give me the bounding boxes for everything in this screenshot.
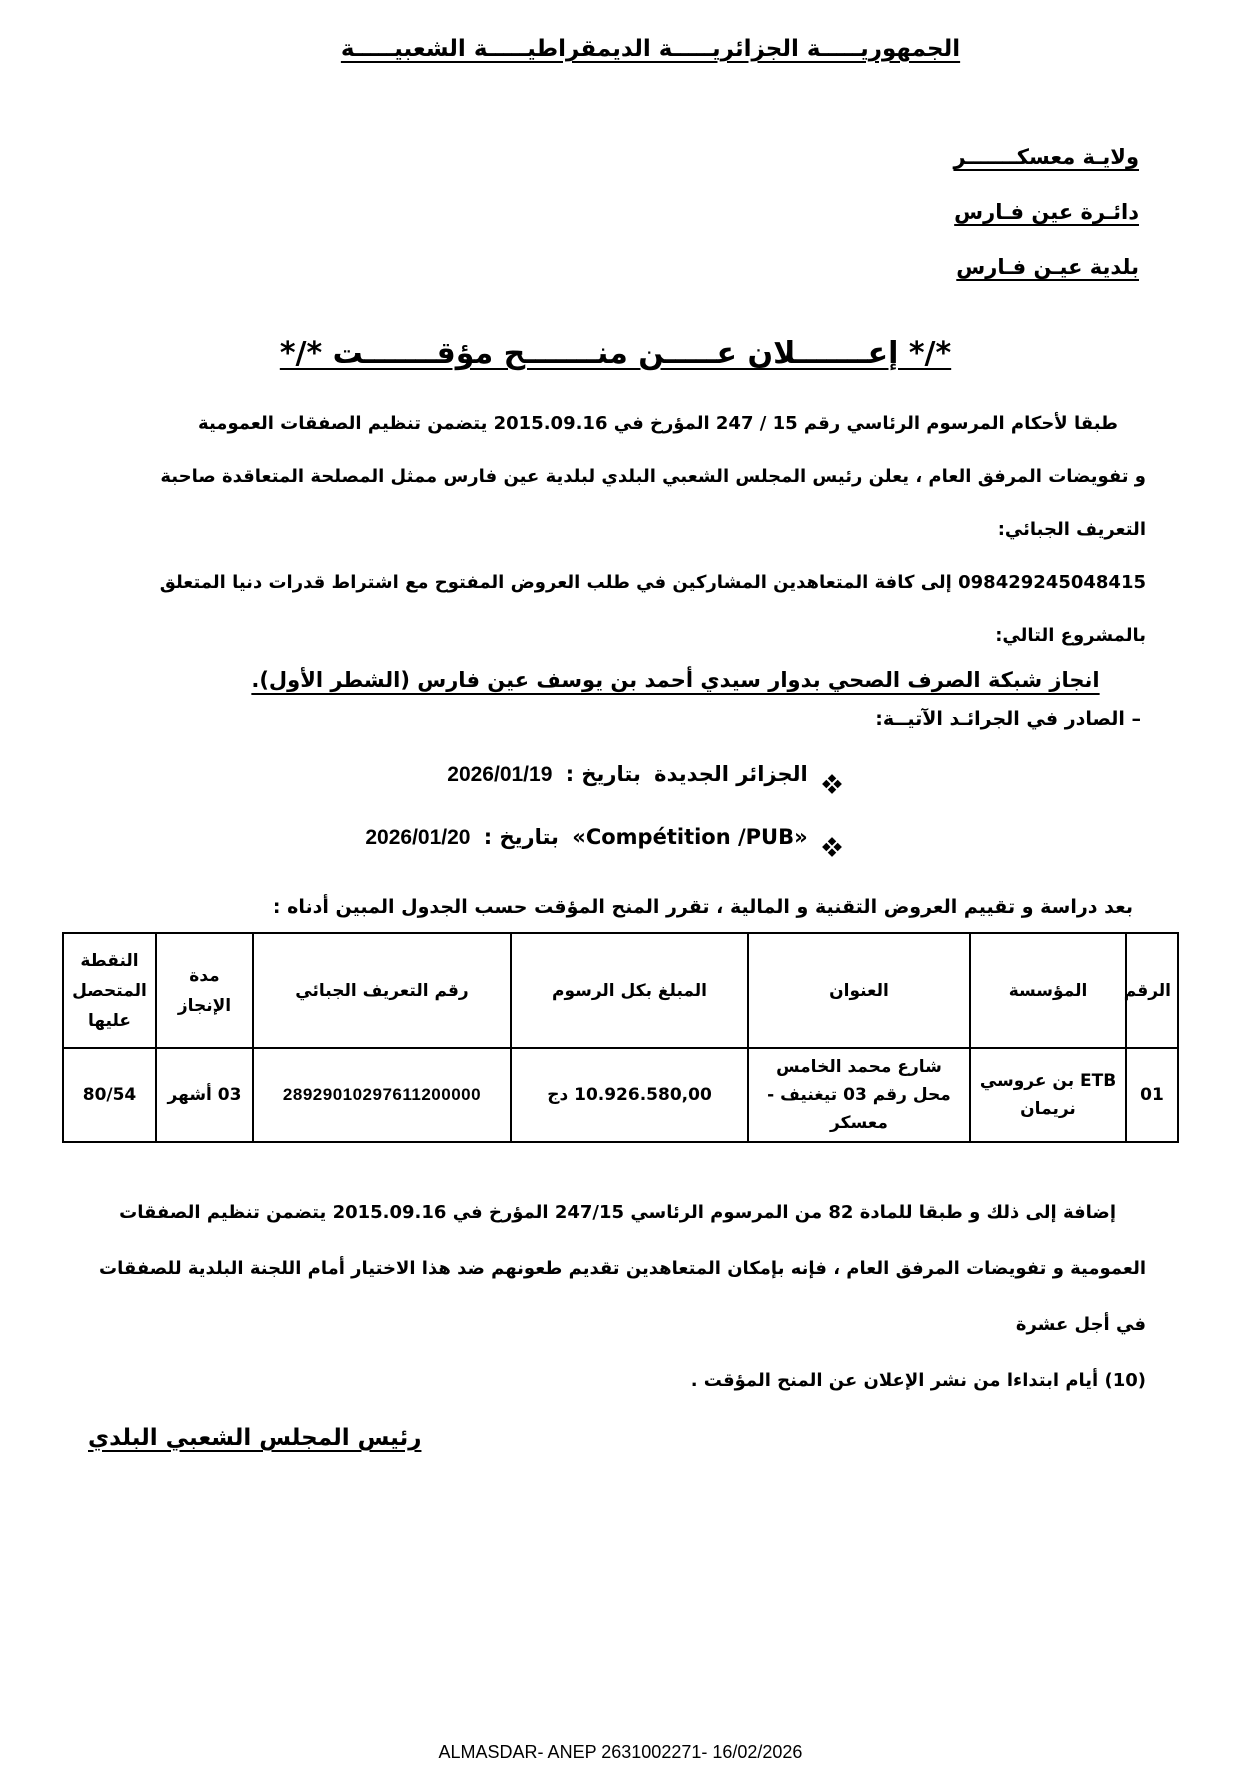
newspaper-item xyxy=(0,756,841,793)
announcement-document xyxy=(0,36,1241,1791)
republic-header xyxy=(0,36,1241,62)
header-tax-id: رقم التعريف الجبائي xyxy=(253,933,511,1048)
daira-text: دائـرة عين فـارس xyxy=(954,200,1139,224)
commune-line xyxy=(0,250,1139,284)
award-table xyxy=(62,932,1179,1143)
republic-header-text: الجمهوريـــــة الجزائريـــــة الديمقراطيـــــة الشعبيـــــة xyxy=(340,36,961,62)
cell-score: 80/54 xyxy=(63,1048,156,1142)
announcement-title-text: */* إعـــــــلان عـــــن منـــــــح مؤقـــــــت */* xyxy=(279,336,952,371)
newspaper-date: 2026/01/19 xyxy=(447,763,553,786)
newspaper-name: «Compétition /PUB» xyxy=(572,825,808,849)
cell-company: ETB بن عروسي نريمان xyxy=(970,1048,1126,1142)
authority-block xyxy=(0,140,1241,284)
intro-line-3: 098429245048415 إلى كافة المتعاهدين المشاركين في طلب العروض المفتوح مع اشتراط قدرات دنيا المتعلق بالمشروع التالي: xyxy=(159,572,1146,646)
signature-title: رئيس المجلس الشعبي البلدي xyxy=(88,1425,422,1451)
intro-line-1: طبقا لأحكام المرسوم الرئاسي رقم 15 / 247 المؤرخ في 2015.09.16 يتضمن تنظيم الصفقات العمومية xyxy=(198,413,1118,434)
appeal-line-2: العمومية و تفويضات المرفق العام ، فإنه بإمكان المتعاهدين تقديم طعونهم ضد هذا الاختيار أمام اللجنة البلدية للصفقات في أجل عشرة xyxy=(99,1258,1146,1335)
header-amount: المبلغ بكل الرسوم xyxy=(511,933,748,1048)
announcement-title xyxy=(0,336,1241,371)
newspaper-date-label: بتاريخ : xyxy=(483,825,559,849)
diamond-bullet-icon xyxy=(822,837,842,857)
intro-line-2: و تفويضات المرفق العام ، يعلن رئيس المجلس الشعبي البلدي لبلدية عين فارس ممثل المصلحة المتعاقدة صاحبة التعريف الجبائي: xyxy=(160,466,1146,540)
cell-tax-id: 28929010297611200000 xyxy=(253,1048,511,1142)
cell-number: 01 xyxy=(1126,1048,1178,1142)
project-title: انجاز شبكة الصرف الصحي بدوار سيدي أحمد بن يوسف عين فارس (الشطر الأول). xyxy=(251,668,1100,692)
wilaya-line xyxy=(0,140,1139,174)
header-address: العنوان xyxy=(748,933,970,1048)
header-number: الرقم xyxy=(1126,933,1178,1048)
published-in-line: – الصادر في الجرائـد الآتيــة: xyxy=(875,708,1141,730)
newspaper-name: الجزائر الجديدة xyxy=(654,762,808,786)
appeal-paragraph xyxy=(0,1185,1241,1409)
header-duration: مدة الإنجاز xyxy=(156,933,253,1048)
daira-line xyxy=(0,195,1139,229)
anep-footer: ALMASDAR- ANEP 2631002271- 16/02/2026 xyxy=(438,1742,803,1762)
cell-address: شارع محمد الخامس محل رقم 03 تيغنيف - معسكر xyxy=(748,1048,970,1142)
table-header-row xyxy=(63,933,1178,1048)
cell-amount: 10.926.580,00 دج xyxy=(511,1048,748,1142)
newspapers-list xyxy=(0,756,1241,856)
appeal-line-3: (10) أيام ابتداءا من نشر الإعلان عن المنح المؤقت . xyxy=(690,1370,1146,1391)
after-study-line: بعد دراسة و تقييم العروض التقنية و المالية ، تقرر المنح المؤقت حسب الجدول المبين أدناه : xyxy=(272,896,1133,918)
intro-paragraph xyxy=(0,397,1241,662)
header-score: النقطة المتحصل عليها xyxy=(63,933,156,1048)
newspaper-date-label: بتاريخ : xyxy=(565,762,641,786)
table-row xyxy=(63,1048,1178,1142)
appeal-line-1: إضافة إلى ذلك و طبقا للمادة 82 من المرسوم الرئاسي 247/15 المؤرخ في 2015.09.16 يتضمن تنظيم الصفقات xyxy=(119,1202,1116,1223)
wilaya-text: ولايـة معسكـــــــر xyxy=(953,145,1139,169)
cell-duration: 03 أشهر xyxy=(156,1048,253,1142)
diamond-bullet-icon xyxy=(822,774,842,794)
newspaper-item xyxy=(0,819,841,856)
signature-block xyxy=(0,1425,1241,1451)
newspaper-date: 2026/01/20 xyxy=(365,826,471,849)
header-company: المؤسسة xyxy=(970,933,1126,1048)
commune-text: بلدية عيـن فـارس xyxy=(956,255,1139,279)
